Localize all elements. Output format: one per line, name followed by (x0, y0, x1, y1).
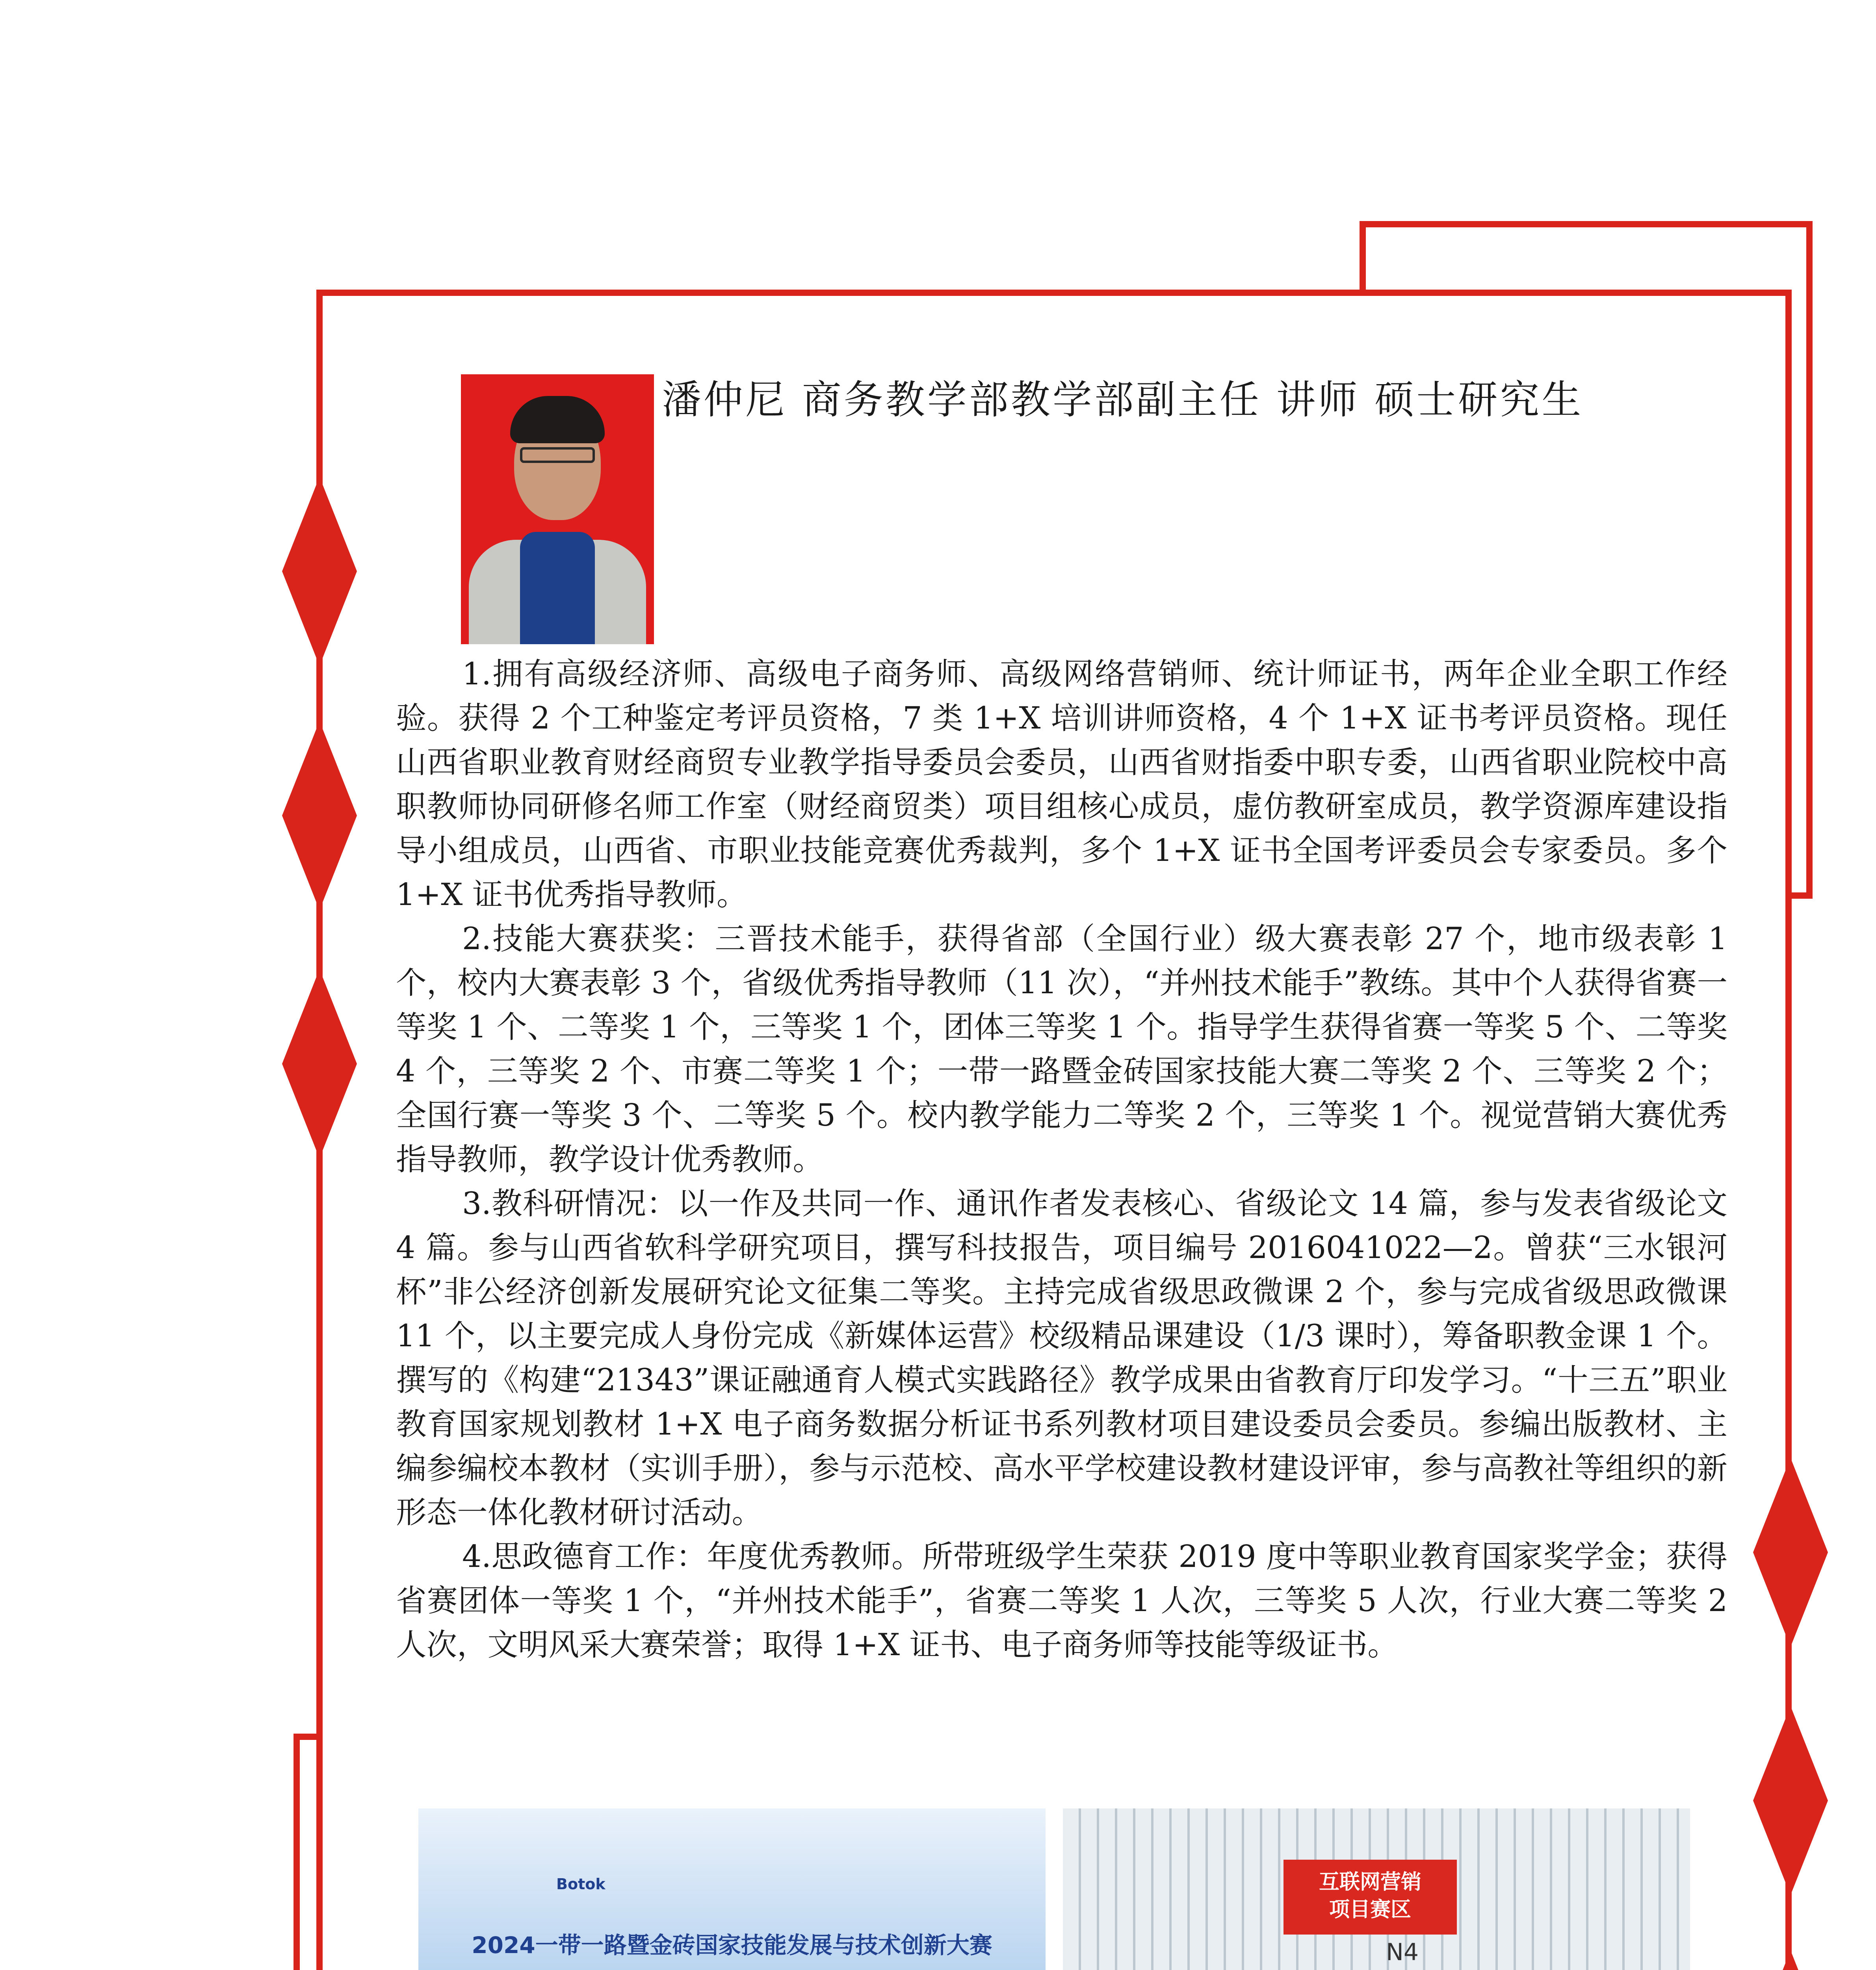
sponsor-logo: Botok (556, 1875, 606, 1893)
paragraph-moral-education: 4.思政德育工作：年度优秀教师。所带班级学生荣获 2019 度中等职业教育国家奖学金；获得省赛团体一等奖 1 个，“并州技术能手”，省赛二等奖 1 人次，三等奖 5 人次，行业大赛二等奖 2 人次，文明风采大赛荣誉；取得 1+X 证书、电子商务师等技能等级证书。 (396, 1539, 1727, 1663)
frame-accent-top-left (1360, 221, 1366, 296)
frame-accent-top-top (1360, 221, 1813, 227)
banner-line-1: 2024一带一路暨金砖国家技能发展与技术创新大赛 (472, 1932, 992, 1959)
frame-accent-bottom-left (293, 1734, 300, 1970)
frame-accent-top-right (1806, 221, 1813, 899)
competition-photo-left (418, 1808, 1046, 1970)
hall-sign-line-1: 互联网营销 (1319, 1870, 1421, 1894)
page-title: 潘仲尼 商务教学部教学部副主任 讲师 硕士研究生 (662, 377, 1584, 423)
frame-accent-top-bottom (1792, 892, 1813, 899)
paragraph-competitions: 2.技能大赛获奖：三晋技术能手，获得省部（全国行业）级大赛表彰 27 个，地市级表彰 1 个，校内大赛表彰 3 个，省级优秀指导教师（11 次），“并州技术能手”教练。其中个人获得省赛一等奖 1 个、二等奖 1 个，三等奖 1 个，团体三等奖 1 个。指导学生获得省赛一等奖 5 个、二等奖 4 个，三等奖 2 个、市赛二等奖 1 个；一带一路暨金砖国家技能大赛二等奖 2 个、三等奖 2 个；全国行赛一等奖 3 个、二等奖 5 个。校内教学能力二等奖 2 个，三等奖 1 个。视觉营销大赛优秀指导教师，教学设计优秀教师。 (396, 921, 1727, 1177)
hall-sign (1283, 1860, 1457, 1935)
paragraph-qualifications: 1.拥有高级经济师、高级电子商务师、高级网络营销师、统计师证书，两年企业全职工作经验。获得 2 个工种鉴定考评员资格，7 类 1+X 培训讲师资格，4 个 1+X 证书考评员资格。现任山西省职业教育财经商贸专业教学指导委员会委员，山西省财指委中职专委，山西省职业院校中高职教师协同研修名师工作室（财经商贸类）项目组核心成员，虚仿教研室成员，教学资源库建设指导小组成员，山西省、市职业技能竞赛优秀裁判，多个 1+X 证书全国考评委员会专家委员。多个 1+X 证书优秀指导教师。 (396, 656, 1727, 913)
hall-sign-line-2: 项目赛区 (1329, 1898, 1411, 1922)
paragraph-research: 3.教科研情况：以一作及共同一作、通讯作者发表核心、省级论文 14 篇，参与发表省级论文 4 篇。参与山西省软科学研究项目，撰写科技报告，项目编号 2016041022—2。曾获“三水银河杯”非公经济创新发展研究论文征集二等奖。主持完成省级思政微课 2 个，参与完成省级思政微课 11 个，以主要完成人身份完成《新媒体运营》校级精品课建设（1/3 课时），筹备职教金课 1 个。 撰写的《构建“21343”课证融通育人模式实践路径》教学成果由省教育厅印发学习。“十三五”职业教育国家规划教材 1+X 电子商务数据分析证书系列教材项目建设委员会委员。参编出版教材、主编参编校本教材（实训手册），参与示范校、高水平学校建设教材建设评审，参与高教社等组织的新形态一体化教材研讨活动。 (396, 1186, 1727, 1530)
frame-accent-bottom-top (293, 1734, 323, 1740)
competition-photo-right (1063, 1808, 1690, 1970)
competition-banner (418, 1808, 1046, 1970)
profile-body (396, 652, 1727, 1667)
hall-label: N4 (1386, 1938, 1419, 1966)
teacher-portrait (461, 374, 654, 644)
banner-line-2 (418, 1966, 1046, 1970)
